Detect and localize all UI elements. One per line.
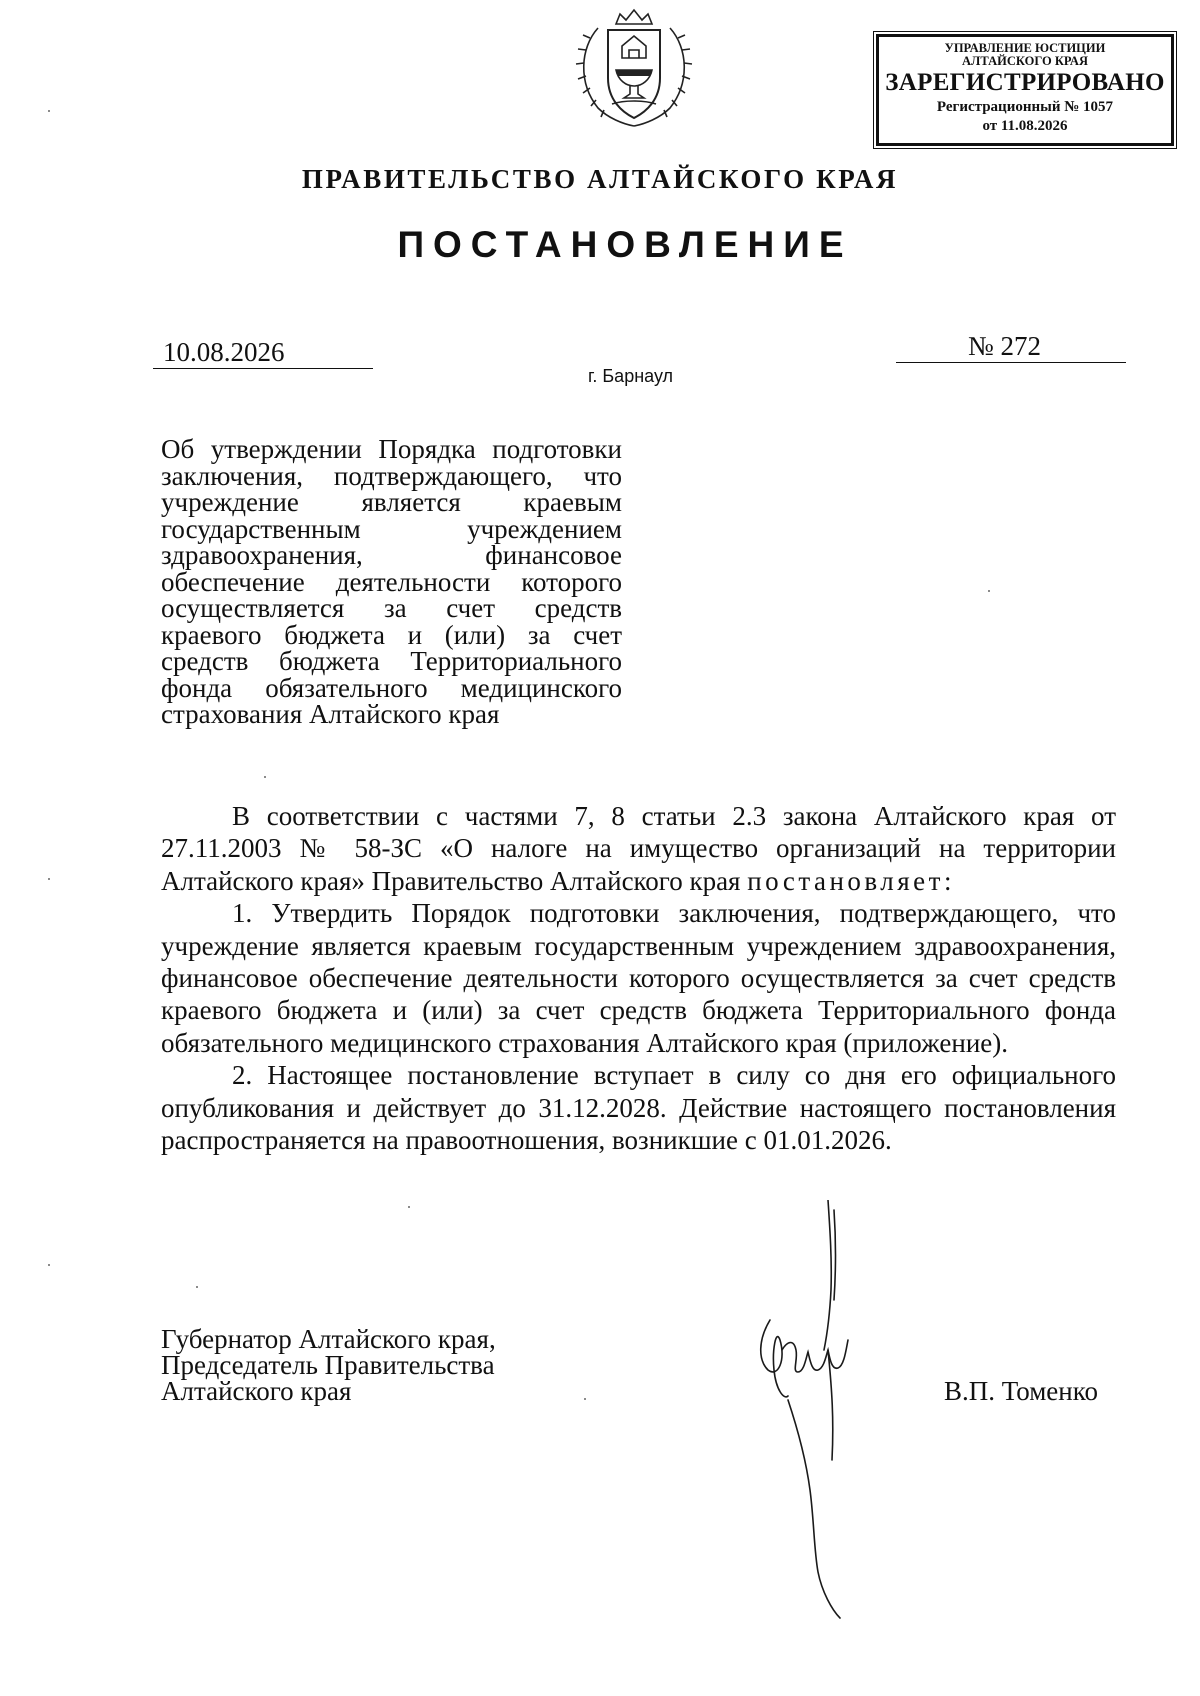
stamp-authority-line2: АЛТАЙСКОГО КРАЯ [962,54,1088,68]
clause-1: 1. Утвердить Порядок подготовки заключения, подтверждающего, что учреждение является краевым государственным учреждением здравоохранения, финансовое обеспечение деятельности которого осуществляется за счет средств краевого бюджета и (или) за счет средств бюджета Территориального фонда обязательного медицинского страхования Алтайского края (приложение). [161,898,1116,1058]
document-subject: Об утверждении Порядка подготовки заключения, подтверждающего, что учреждение является краевым государственным учреждением здравоохранения, финансовое обеспечение деятельности которого осуществляется за счет средств краевого бюджета и (или) за счет средств бюджета Территориального фонда обязательного медицинского страхования Алтайского края [161,434,622,729]
signatory-title-line2: Председатель Правительства [161,1350,495,1380]
preamble-paragraph [161,800,1116,897]
document-body [161,800,1116,1156]
document-date: 10.08.2026 [153,336,373,369]
government-title: ПРАВИТЕЛЬСТВО АЛТАЙСКОГО КРАЯ [301,164,899,194]
signatory-name: В.П. Томенко [944,1376,1098,1406]
stamp-reg-date: от 11.08.2026 [982,118,1068,134]
signatory-title [161,1326,496,1404]
handwritten-signature [728,1200,928,1630]
coat-of-arms-icon [568,8,700,132]
signatory-title-line1: Губернатор Алтайского края, [161,1324,496,1354]
stamp-status: ЗАРЕГИСТРИРОВАНО [885,69,1165,96]
document-number: № 272 [896,330,1126,363]
city: г. Барнаул [588,366,674,386]
clause-2: 2. Настоящее постановление вступает в силу со дня его официального опубликования и действует до 31.12.2028. Действие настоящего постановления распространяется на правоотношения, возникшие с 01.01.2026. [161,1060,1116,1156]
stamp-reg-number: Регистрационный № 1057 [936,99,1114,115]
registration-stamp [876,34,1174,146]
stamp-authority-line1: УПРАВЛЕНИЕ ЮСТИЦИИ [944,41,1106,55]
document-type: ПОСТАНОВЛЕНИЕ [397,224,853,265]
resolves-word: постановляет: [747,865,955,896]
preamble-text: В соответствии с частями 7, 8 статьи 2.3 закона Алтайского края от 27.11.2003 № 58-ЗС «О налоге на имущество организаций на территории Алтайского края» Правительство Алтайского края [161,801,1116,896]
signatory-title-line3: Алтайского края [161,1376,352,1406]
